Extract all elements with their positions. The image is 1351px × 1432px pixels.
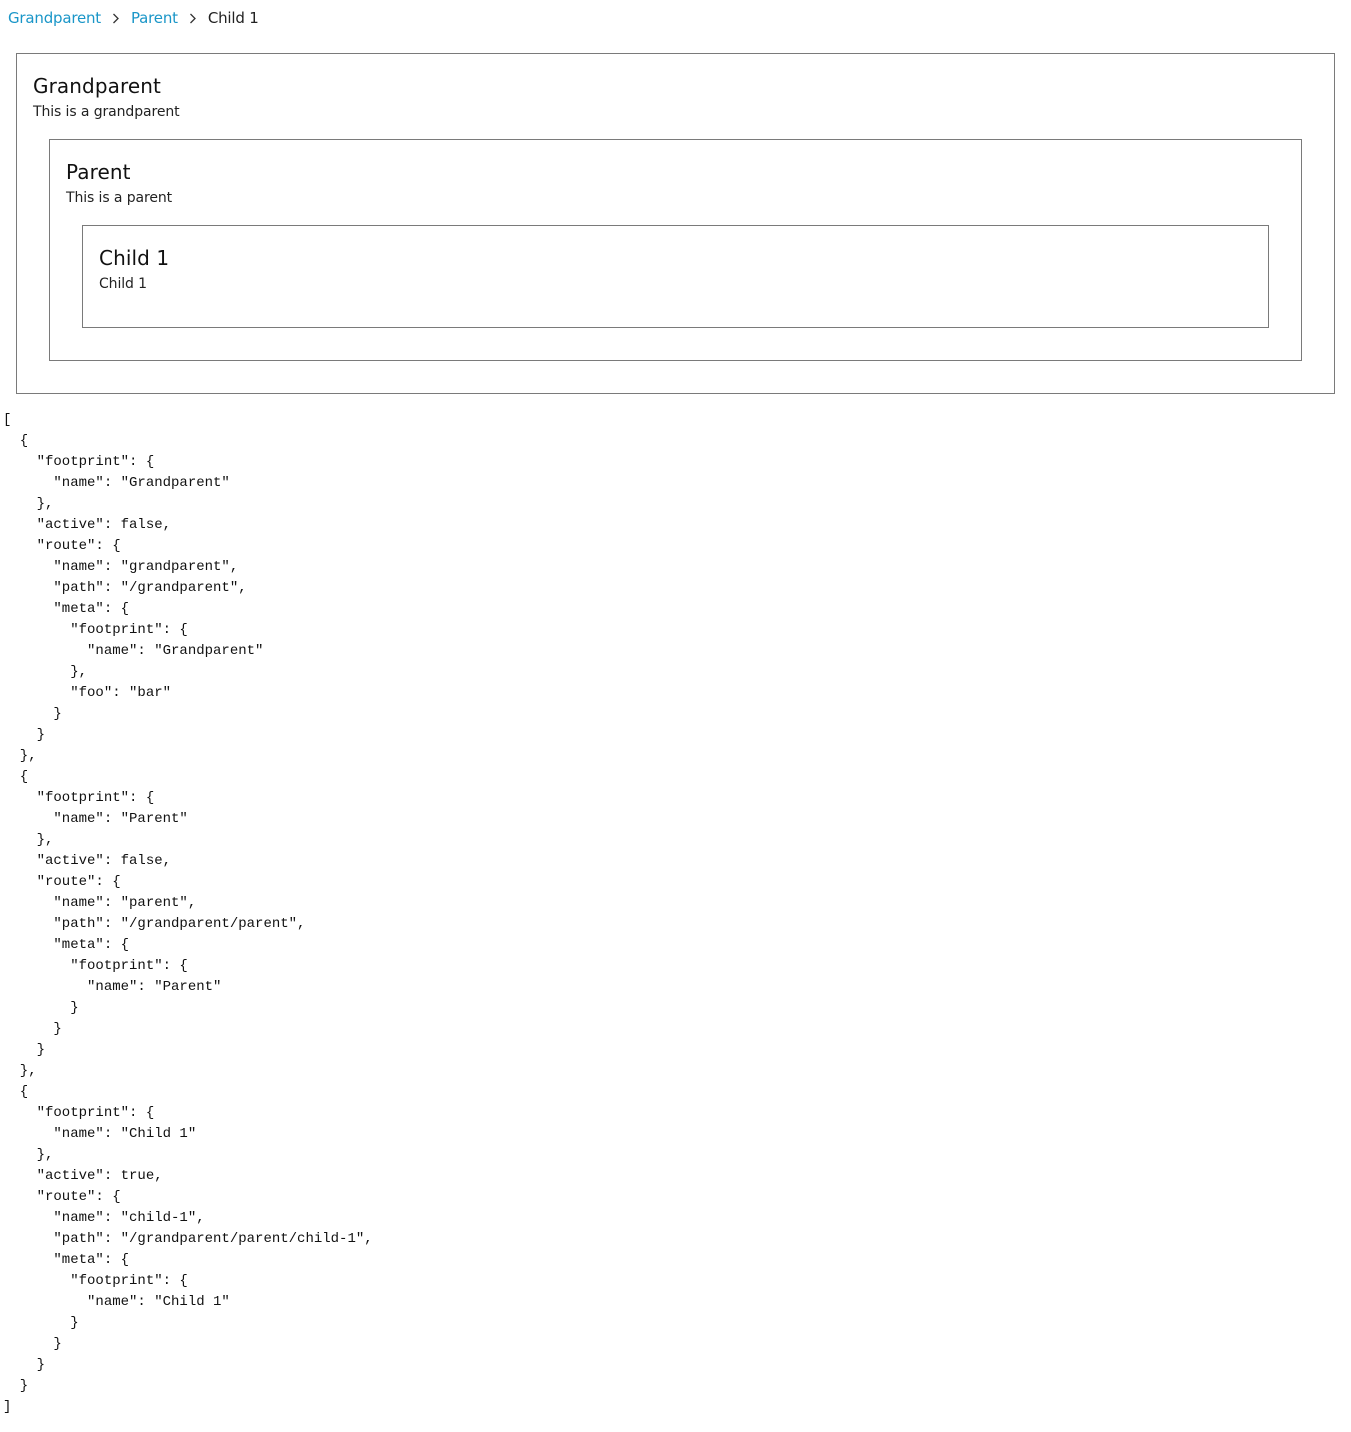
grandparent-description: This is a grandparent: [33, 104, 180, 120]
breadcrumb-current-child-1: Child 1: [207, 9, 259, 27]
chevron-right-icon: [101, 7, 131, 29]
parent-description: This is a parent: [66, 190, 173, 206]
grandparent-panel: [16, 53, 1335, 394]
parent-panel: [49, 139, 1302, 361]
matched-routes-json-dump: [ { "footprint": { "name": "Grandparent" }, "active": false, "route": { "name": "grandparent", "path": "/grandparent", "meta": { "footprint": { "name": "Grandparent" }, "foo": "bar" } } }, { "footprint": { "name": "Parent" }, "active": false, "route": { "name": "parent", "path": "/grandparent/parent", "meta": { "footprint": { "name": "Parent" } } } }, { "footprint": { "name": "Child 1" }, "active": true, "route": { "name": "child-1", "path": "/grandparent/parent/child-1", "meta": { "footprint": { "name": "Child 1" } } } } ]: [3, 412, 373, 1415]
child-1-title: Child 1: [99, 246, 170, 270]
breadcrumb-link-parent[interactable]: Parent: [130, 9, 178, 27]
grandparent-title: Grandparent: [33, 74, 162, 98]
child-1-description: Child 1: [99, 276, 147, 292]
chevron-right-icon: [178, 7, 208, 29]
breadcrumb-link-grandparent[interactable]: Grandparent: [8, 9, 101, 27]
parent-title: Parent: [66, 160, 131, 184]
child-1-panel: [82, 225, 1269, 328]
breadcrumb: [8, 7, 259, 29]
